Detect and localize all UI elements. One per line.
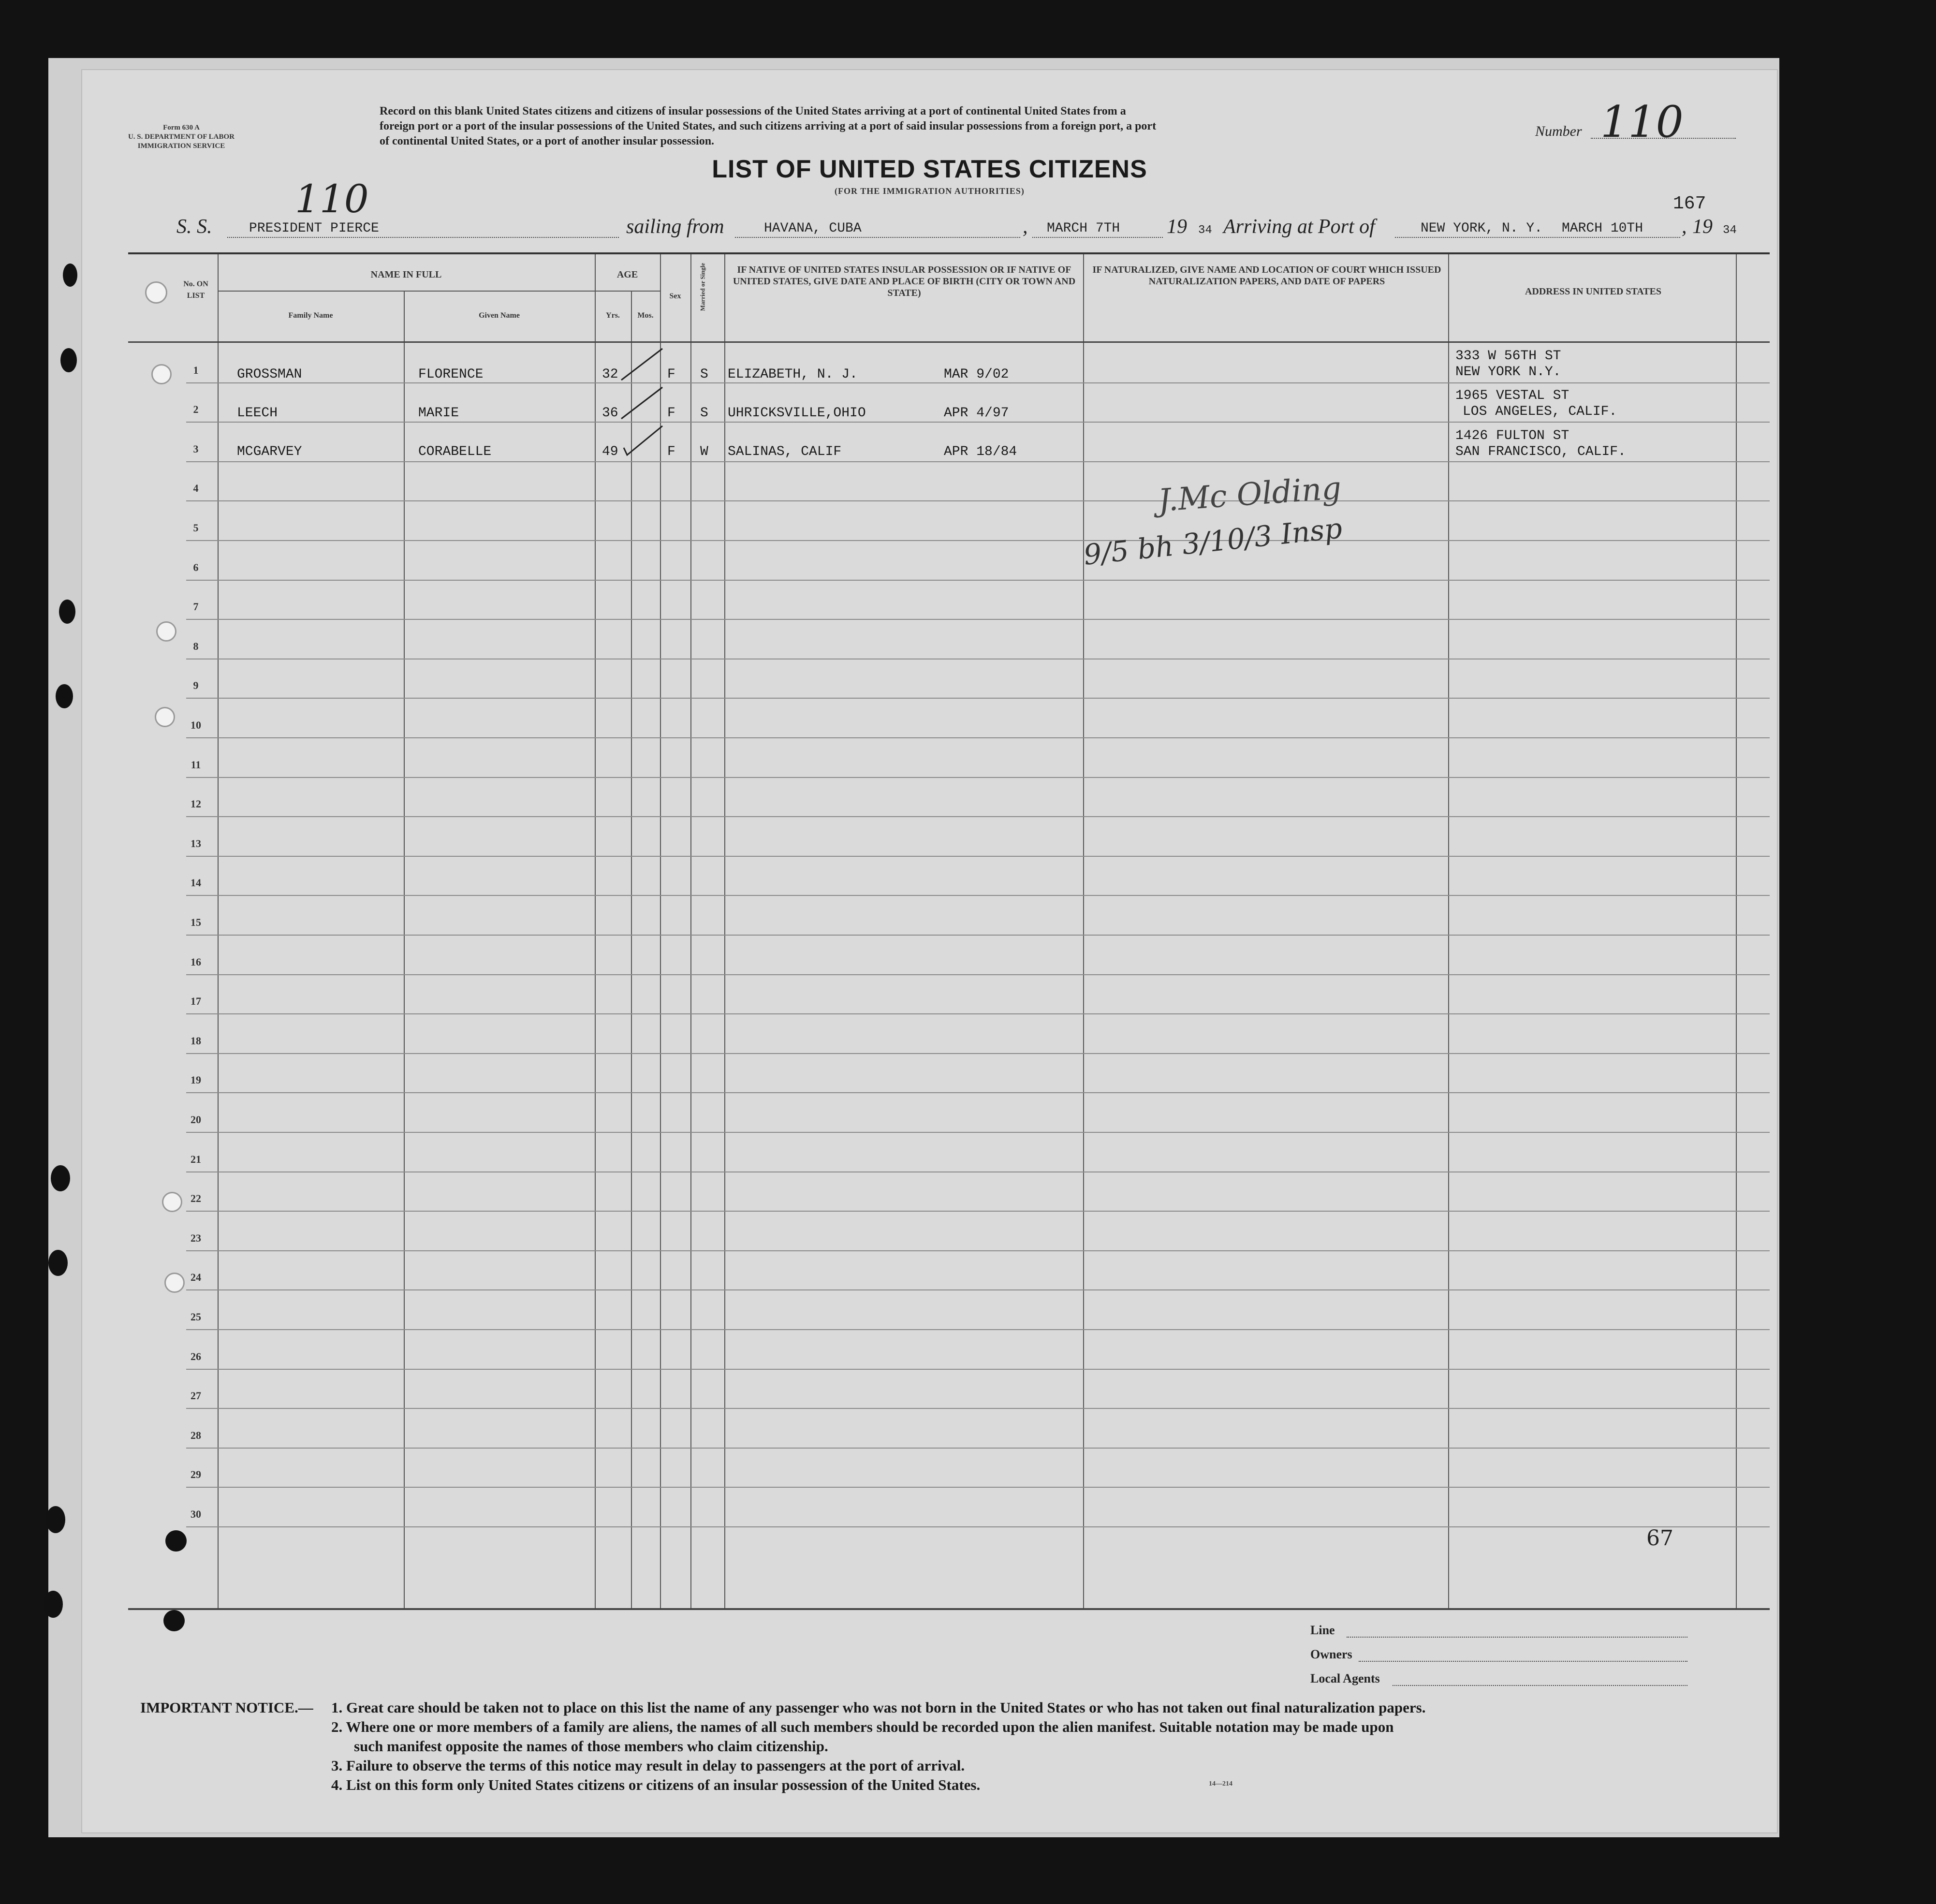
binder-hole (60, 348, 77, 372)
row-line (186, 1132, 1770, 1133)
header-birth: IF NATIVE OF UNITED STATES INSULAR POSSESSION OR IF NATIVE OF UNITED STATES, GIVE DATE AND PLACE OF BIRTH (CITY OR TOWN AND STATE) (733, 264, 1076, 298)
row-number: 16 (191, 955, 201, 968)
form-label (121, 123, 242, 151)
ship-name: PRESIDENT PIERCE (249, 221, 379, 236)
binder-hole (46, 1506, 65, 1533)
binder-hole (56, 684, 73, 708)
row-number: 28 (191, 1429, 201, 1441)
row-number: 30 (191, 1508, 201, 1520)
row-line (186, 422, 1770, 423)
sex-cell: F (667, 444, 675, 459)
address-line2-cell: LOS ANGELES, CALIF. (1463, 404, 1617, 419)
form-number: Form 630 A (163, 124, 200, 132)
header-naturalized: IF NATURALIZED, GIVE NAME AND LOCATION OF COURT WHICH ISSUED NATURALIZATION PAPERS, AND DATE OF PAPERS (1092, 264, 1441, 287)
header-married-or-single: Married or Single (699, 263, 706, 311)
service-name: IMMIGRATION SERVICE (137, 142, 225, 150)
departure-year: 34 (1198, 224, 1212, 237)
birthplace-cell: ELIZABETH, N. J. (728, 367, 858, 382)
row-number: 24 (191, 1271, 201, 1284)
ss-label: S. S. (176, 216, 212, 238)
ship-name-line (227, 237, 619, 238)
owners-label: Owners (1310, 1647, 1352, 1661)
notice-item: 1. Great care should be taken not to place on this list the name of any passenger who was not born in the United States or who has not taken out final naturalization papers. (331, 1699, 1426, 1716)
col-divider (404, 291, 405, 1608)
ship-handwritten-number: 110 (295, 176, 369, 221)
owners-field (1359, 1661, 1687, 1662)
local-agents-label: Local Agents (1310, 1671, 1380, 1685)
row-number: 27 (191, 1390, 201, 1402)
given-name-cell: FLORENCE (418, 367, 484, 382)
status-cell: W (700, 444, 708, 459)
row-line (186, 1289, 1770, 1290)
record-line: foreign port or a port of the insular possessions of the United States, and such citizens arriving at a port of said insular possessions from a foreign port, a port (380, 120, 1157, 132)
row-line (186, 580, 1770, 581)
header-bottom (128, 341, 1770, 343)
col-divider (595, 254, 596, 1608)
row-line (186, 1408, 1770, 1409)
notice-item: such manifest opposite the names of those members who claim citizenship. (354, 1738, 828, 1755)
header-no-on-list: No. ON LIST (183, 280, 208, 300)
row-number: 4 (193, 482, 199, 495)
row-line (186, 974, 1770, 975)
age-cell: 49 (602, 444, 618, 459)
row-number: 29 (191, 1468, 201, 1481)
inspector-annotation: 9/5 bh 3/10/3 Insp (1082, 512, 1344, 571)
row-number: 21 (191, 1153, 201, 1165)
sex-cell: F (667, 367, 675, 382)
row-line (186, 1369, 1770, 1370)
row-line (186, 1013, 1770, 1014)
comma: , (1023, 216, 1028, 238)
row-number: 11 (191, 758, 201, 771)
punch-hole (163, 1610, 185, 1631)
family-name-cell: GROSSMAN (237, 367, 302, 382)
arrival-year: 34 (1723, 224, 1737, 237)
age-cell: 32 (602, 367, 618, 382)
header-age: AGE (616, 269, 638, 280)
header-yrs: Yrs. (606, 311, 620, 320)
row-line (186, 698, 1770, 699)
sailing-from-line (735, 237, 1020, 238)
row-line (186, 1448, 1770, 1449)
row-line (186, 737, 1770, 738)
department-name: U. S. DEPARTMENT OF LABOR (128, 133, 235, 141)
form-code: 14—214 (1209, 1780, 1232, 1787)
family-name-cell: LEECH (237, 406, 278, 421)
address-line2-cell: NEW YORK N.Y. (1455, 365, 1561, 380)
given-name-cell: CORABELLE (418, 444, 492, 459)
binder-hole (59, 600, 75, 624)
departure-date: MARCH 7TH (1047, 221, 1120, 236)
given-name-cell: MARIE (418, 406, 459, 421)
row-line (186, 935, 1770, 936)
row-line (186, 382, 1770, 383)
row-line (186, 1329, 1770, 1330)
birthdate-cell: APR 18/84 (944, 444, 1017, 459)
row-number: 3 (193, 442, 199, 455)
row-number: 8 (193, 640, 199, 652)
page-subtitle: (FOR THE IMMIGRATION AUTHORITIES) (835, 186, 1025, 196)
col-divider (1736, 254, 1737, 1608)
col-divider (218, 254, 219, 1608)
row-number: 15 (191, 916, 201, 928)
row-number: 19 (191, 1074, 201, 1086)
row-number: 1 (193, 364, 199, 376)
row-number: 2 (193, 403, 199, 416)
row-line (186, 1250, 1770, 1251)
line-field (1347, 1637, 1687, 1638)
notice-item: 4. List on this form only United States citizens or citizens of an insular possession of the United States. (331, 1776, 981, 1793)
row-line (186, 619, 1770, 620)
birthdate-cell: MAR 9/02 (944, 367, 1009, 382)
important-notice (331, 1698, 1733, 1795)
age-cell: 36 (602, 406, 618, 421)
check-marks (612, 346, 670, 472)
row-line (186, 500, 1770, 501)
row-line (186, 856, 1770, 857)
row-number: 18 (191, 1034, 201, 1047)
row-line (186, 895, 1770, 896)
binder-hole (63, 264, 77, 287)
arrival-date: MARCH 10TH (1562, 221, 1643, 236)
inspector-signature: J.Mc Olding (1157, 470, 1343, 519)
notice-item: 3. Failure to observe the terms of this notice may result in delay to passengers at the port of arrival. (331, 1757, 965, 1774)
family-name-cell: MCGARVEY (237, 444, 302, 459)
citizens-list-form (82, 70, 1777, 1832)
passenger-table (128, 252, 1770, 1610)
header-sex: Sex (669, 292, 681, 300)
col-divider (631, 291, 632, 1608)
row-line (186, 540, 1770, 541)
local-agents-field (1393, 1685, 1687, 1686)
number-label: Number (1535, 123, 1582, 139)
row-number: 22 (191, 1192, 201, 1205)
record-line: of continental United States, or a port of another insular possession. (380, 135, 715, 147)
year-prefix: 19 (1167, 216, 1187, 238)
status-cell: S (700, 367, 708, 382)
col-divider (724, 254, 725, 1608)
col-divider (1448, 254, 1449, 1608)
row-number: 13 (191, 837, 201, 849)
row-number: 10 (191, 719, 201, 731)
birthplace-cell: SALINAS, CALIF (728, 444, 842, 459)
row-number: 25 (191, 1311, 201, 1323)
row-number: 12 (191, 798, 201, 810)
row-number: 7 (193, 600, 199, 613)
row-number: 5 (193, 522, 199, 534)
row-line (186, 461, 1770, 462)
row-line (186, 777, 1770, 778)
row-line (186, 816, 1770, 817)
row-number: 26 (191, 1350, 201, 1362)
address-line1-cell: 1965 VESTAL ST (1455, 388, 1569, 403)
row-number: 23 (191, 1231, 201, 1244)
important-notice-label: IMPORTANT NOTICE.— (140, 1699, 313, 1716)
row-number: 20 (191, 1113, 201, 1126)
header-mos: Mos. (637, 311, 654, 320)
arrival-port: NEW YORK, N. Y. (1421, 221, 1543, 236)
line-label: Line (1310, 1623, 1335, 1637)
row-number: 6 (193, 561, 199, 573)
address-line1-cell: 1426 FULTON ST (1455, 428, 1569, 443)
row-number: 14 (191, 877, 201, 889)
binder-hole (48, 1250, 68, 1276)
notice-item: 2. Where one or more members of a family are aliens, the names of all such members should be recorded upon the alien manifest. Suitable notation may be made upon (331, 1718, 1394, 1735)
sailing-from-label: sailing from (626, 216, 724, 238)
col-divider (690, 254, 691, 1608)
comma: , (1682, 216, 1687, 238)
record-instructions (380, 104, 1463, 149)
address-line2-cell: SAN FRANCISCO, CALIF. (1455, 444, 1626, 459)
row-line (186, 1053, 1770, 1054)
page-title: LIST OF UNITED STATES CITIZENS (712, 155, 1147, 183)
record-line: Record on this blank United States citizens and citizens of insular possessions of the United States arriving at a port of continental United States from a (380, 105, 1126, 117)
row-line (186, 1526, 1770, 1527)
header-address: ADDRESS IN UNITED STATES (1525, 286, 1662, 297)
footer-number: 67 (1646, 1526, 1673, 1551)
birthdate-cell: APR 4/97 (944, 406, 1009, 421)
header-name-in-full: NAME IN FULL (370, 269, 442, 280)
row-number: 9 (193, 679, 199, 692)
sex-cell: F (667, 406, 675, 421)
number-value: 110 (1600, 97, 1684, 147)
binder-hole (51, 1165, 70, 1191)
header-divider (218, 291, 660, 292)
address-line1-cell: 333 W 56TH ST (1455, 349, 1561, 364)
row-line (186, 1487, 1770, 1488)
arrival-line (1395, 237, 1680, 238)
row-line (186, 1211, 1770, 1212)
col-divider (1083, 254, 1084, 1608)
status-cell: S (700, 406, 708, 421)
arrival-year-prefix: 19 (1692, 216, 1713, 238)
row-line (186, 1092, 1770, 1093)
binder-hole (44, 1591, 63, 1618)
arriving-label: Arriving at Port of (1223, 216, 1375, 238)
header-family-name: Family Name (288, 311, 333, 320)
header-given-name: Given Name (479, 311, 520, 320)
page-number: 167 (1673, 193, 1706, 214)
departure-date-line (1032, 237, 1163, 238)
birthplace-cell: UHRICKSVILLE,OHIO (728, 406, 866, 421)
row-number: 17 (191, 995, 201, 1008)
sailing-from-value: HAVANA, CUBA (764, 221, 862, 236)
